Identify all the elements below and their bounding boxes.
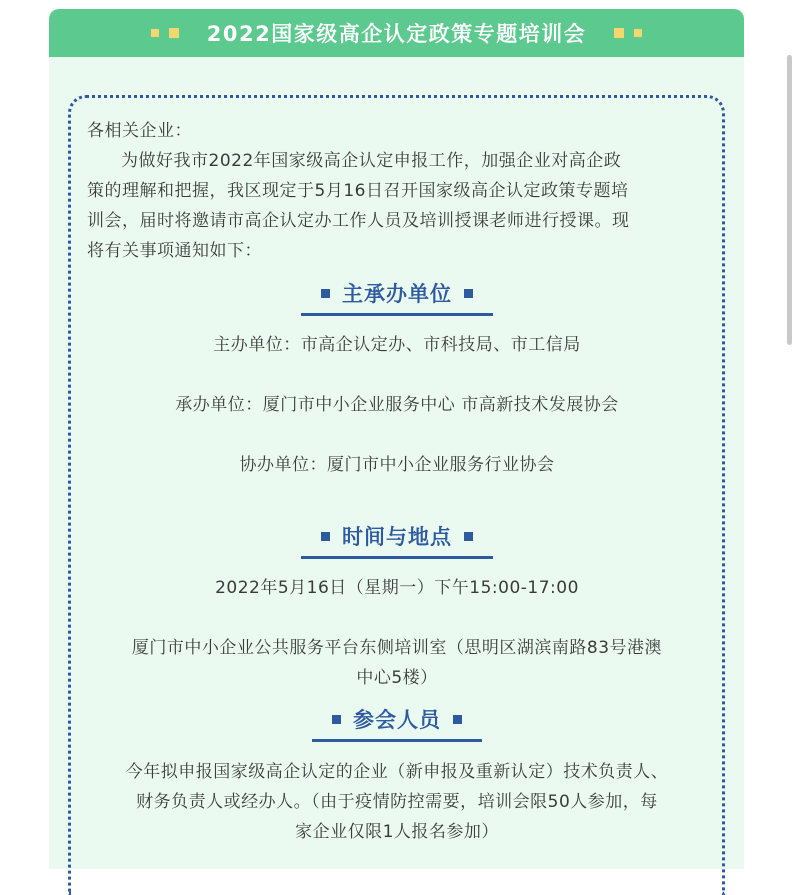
dot-decoration	[169, 28, 179, 38]
right-dots	[614, 28, 642, 38]
event-place: 中心5楼）	[356, 668, 438, 688]
page-title: 2022国家级高企认定政策专题培训会	[206, 22, 587, 46]
participants-text: 今年拟申报国家级高企认定的企业（新申报及重新认定）技术负责人、	[125, 762, 669, 782]
intro-line: 训会，届时将邀请市高企认定办工作人员及培训授课老师进行授课。现	[87, 211, 630, 231]
intro-line: 将有关事项通知如下：	[87, 241, 262, 261]
event-time: 2022年5月16日（星期一）下午15:00-17:00	[215, 578, 579, 598]
intro-line: 为做好我市2022年国家级高企认定申报工作，加强企业对高企政	[121, 151, 622, 171]
section-underline	[312, 739, 482, 742]
participants-text: 财务负责人或经办人。（由于疫情防控需要，培训会限50人参加，每	[136, 792, 658, 812]
undertaker-unit: 承办单位：厦门市中小企业服务中心 市高新技术发展协会	[175, 395, 619, 415]
scrollbar[interactable]	[787, 55, 792, 345]
section-underline	[301, 313, 493, 316]
square-bullet-icon	[321, 532, 330, 541]
header-banner	[49, 9, 744, 57]
section-underline	[301, 556, 493, 559]
section-heading-participants	[87, 704, 707, 736]
co-organizer-unit: 协办单位：厦门市中小企业服务行业协会	[239, 455, 555, 475]
section-title: 主承办单位	[342, 282, 452, 306]
section-title: 参会人员	[353, 708, 441, 732]
dot-decoration	[634, 29, 642, 37]
dot-decoration	[151, 29, 159, 37]
section-heading-time-place	[87, 521, 707, 553]
participants-text: 家企业仅限1人报名参加）	[295, 822, 499, 842]
dot-decoration	[614, 28, 624, 38]
square-bullet-icon	[464, 532, 473, 541]
intro-line: 策的理解和把握，我区现定于5月16日召开国家级高企认定政策专题培	[87, 181, 629, 201]
square-bullet-icon	[332, 715, 341, 724]
square-bullet-icon	[321, 289, 330, 298]
square-bullet-icon	[464, 289, 473, 298]
square-bullet-icon	[453, 715, 462, 724]
greeting: 各相关企业：	[87, 121, 192, 141]
host-unit: 主办单位：市高企认定办、市科技局、市工信局	[213, 335, 581, 355]
section-heading-organizers	[87, 278, 707, 310]
event-place: 厦门市中小企业公共服务平台东侧培训室（思明区湖滨南路83号港澳	[131, 638, 663, 658]
left-dots	[151, 28, 179, 38]
section-title: 时间与地点	[342, 525, 452, 549]
